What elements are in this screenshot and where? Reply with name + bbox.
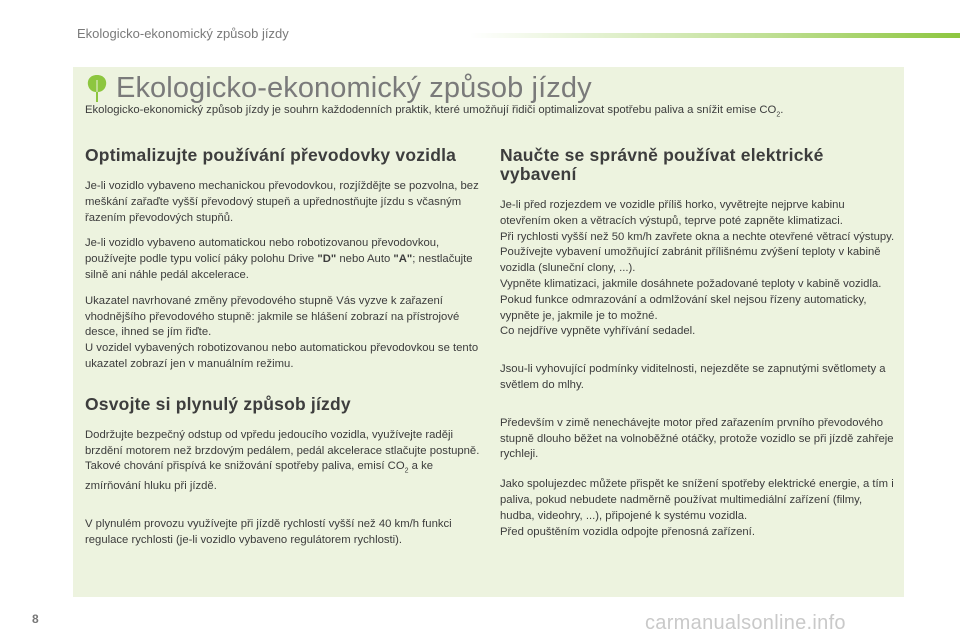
paragraph-gear-indicator-manual-mode: U vozidel vybavených robotizovanou nebo automatickou převodovkou se tento ukazatel zobrazí jen v manuálním režimu.	[85, 342, 479, 370]
intro-body: Ekologicko-ekonomický způsob jízdy je souhrn každodenních praktik, které umožňují řidiči optimalizovat spotřebu paliva a snížit emise CO	[85, 104, 777, 116]
drive-mode-label: "D"	[317, 253, 337, 266]
paragraph-heated-seats: Co nejdříve vypněte vyhřívání sedadel.	[500, 325, 696, 338]
paragraph-safe-distance-end: a ke zmírňování hluku při jízdě.	[85, 460, 434, 493]
intro-subscript: 2	[776, 111, 781, 119]
left-column	[85, 146, 480, 549]
header-accent-line	[470, 33, 960, 38]
paragraph-ventilate-cabin: Je-li před rozjezdem ve vozidle příliš horko, vyvětrejte nejprve kabinu otevřením oken a větracích výstupů, teprve poté zapněte klimatizaci.	[500, 199, 845, 227]
section-heading-transmission: Optimalizujte používání převodovky vozidla	[85, 145, 457, 165]
section-heading-smooth-driving: Osvojte si plynulý způsob jízdy	[85, 393, 351, 414]
intro-text	[85, 104, 895, 118]
paragraph-gear-indicator: Ukazatel navrhované změny převodového stupně Vás vyzve k zařazení vhodnějšího převodového stupně: jakmile se hlášení zobrazí na přístrojové desce, ihned se jím řiďte.	[85, 294, 460, 339]
leaf-tree-icon	[86, 74, 108, 104]
page-number: 8	[32, 612, 39, 626]
paragraph-disconnect-devices: Před opuštěním vozidla odpojte přenosná zařízení.	[500, 525, 755, 538]
paragraph-demisting: Pokud funkce odmrazování a odmlžování skel nejsou řízeny automaticky, vypněte je, jakmile je to možné.	[500, 293, 867, 322]
paragraph-automatic-text-b: nebo Auto	[336, 253, 394, 266]
paragraph-safe-distance-text: Dodržujte bezpečný odstup od vpředu jedoucího vozidla, využívejte raději brzdění motorem než brzdovým pedálem, pedál akcelerace stlačujte postupně. Takové chování přispívá ke snižování spotřeby paliva, emisí CO	[85, 428, 480, 473]
right-column	[500, 146, 898, 540]
paragraph-multimedia: Jako spolujezdec můžete přispět ke snížení spotřeby elektrické energie, a tím i paliva, pokud nebudete nadměrně používat multimediální zařízení (filmy, hudba, videohry, ...), připojené k systému vozidla.	[500, 478, 894, 522]
paragraph-winter-idle: Především v zimě nenechávejte motor před zařazením prvního převodového stupně dlouho běžet na volnoběžné otáčky, protože vozidlo se při jízdě zahřeje rychleji.	[500, 416, 894, 461]
section-heading-electrical: Naučte se správně používat elektrické vybavení	[500, 145, 824, 184]
co2-subscript: 2	[404, 467, 409, 475]
paragraph-automatic-text-c: ; nestlačujte silně ani náhle pedál akcelerace.	[85, 253, 473, 281]
paragraph-cruise-control: V plynulém provozu využívejte při jízdě rychlostí vyšší než 40 km/h funkci regulace rychlosti (je-li vozidlo vybaveno regulátorem rychlosti).	[85, 518, 452, 546]
paragraph-manual-gearbox: Je-li vozidlo vybaveno mechanickou převodovkou, rozjíždějte se pozvolna, bez meškání zařaďte vyšší převodový stupeň a upřednostňujte jízdu s včasným řazením převodových stupňů.	[85, 180, 479, 224]
paragraph-air-conditioning: Vypněte klimatizaci, jakmile dosáhnete požadované teploty v kabině vozidla.	[500, 277, 882, 290]
paragraph-sun-blinds: Používejte vybavení umožňující zabránit přílišnému zvýšení teploty v kabině vozidla (sluneční clony, ...).	[500, 246, 881, 275]
header-title: Ekologicko-ekonomický způsob jízdy	[77, 26, 289, 41]
paragraph-automatic-gearbox	[85, 236, 480, 283]
paragraph-close-windows: Při rychlosti vyšší než 50 km/h zavřete okna a nechte otevřené větrací výstupy.	[500, 230, 895, 243]
page-title: Ekologicko-ekonomický způsob jízdy	[116, 72, 592, 104]
auto-mode-label: "A"	[393, 253, 413, 266]
watermark: carmanualsonline.info	[645, 612, 846, 634]
paragraph-automatic-text-a: Je-li vozidlo vybaveno automatickou nebo robotizovanou převodovkou, používejte podle typu volicí páky polohu Drive	[85, 237, 440, 266]
paragraph-headlamps: Jsou-li vyhovující podmínky viditelnosti, nejezděte se zapnutými světlomety a světlem do mlhy.	[500, 363, 886, 391]
paragraph-safe-distance	[85, 428, 480, 495]
intro-end: .	[780, 104, 784, 116]
